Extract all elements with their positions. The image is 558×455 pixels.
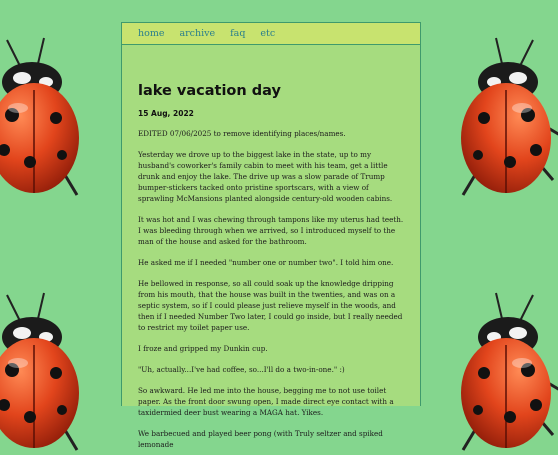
ladybug-icon xyxy=(448,30,558,200)
post-paragraph: Yesterday we drove up to the biggest lake in the state, up to my husband's coworker's family cabin to meet with his team, get a little drunk and enjoy the lake. The drive up was a slow parade of Trump bumper-stickers tacked onto pristine sportscars, with a view of sprawling McMansions planted alongside century-old wooden cabins. xyxy=(138,150,393,203)
nav-archive-link[interactable]: archive xyxy=(179,28,216,39)
post-paragraph: He asked me if I needed "number one or number two". I told him one. xyxy=(138,258,394,267)
nav-faq-link[interactable]: faq xyxy=(230,28,246,39)
post-paragraph: I froze and gripped my Dunkin cup. xyxy=(138,344,268,353)
post-date: 15 Aug, 2022 xyxy=(138,109,194,118)
nav-home-link[interactable]: home xyxy=(138,28,165,39)
post-paragraph: We barbecued and played beer pong (with Truly seltzer and spiked lemonade xyxy=(138,429,383,449)
post xyxy=(122,45,420,450)
ladybug-icon xyxy=(0,30,92,200)
post-paragraph: So awkward. He led me into the house, begging me to not use toilet paper. As the front door swung open, I made direct eye contact with a taxidermied deer bust wearing a MAGA hat. Yikes. xyxy=(138,386,394,417)
post-paragraph: He bellowed in response, so all could soak up the knowledge dripping from his mouth, that the house was built in the twenties, and was on a septic system, so if I could please just relieve myself in the woods, and then if I needed Number Two later, I could go inside, but I really needed to restrict my toilet paper use. xyxy=(138,279,403,332)
post-paragraph: "Uh, actually...I've had coffee, so...I'll do a two-in-one." :) xyxy=(138,365,345,374)
post-title: lake vacation day xyxy=(138,83,281,99)
top-nav xyxy=(122,23,420,45)
ladybug-icon xyxy=(0,285,92,455)
content-panel xyxy=(121,22,421,449)
post-paragraph: EDITED 07/06/2025 to remove identifying places/names. xyxy=(138,129,346,138)
post-paragraph: It was hot and I was chewing through tampons like my uterus had teeth. I was bleeding through when we arrived, so I introduced myself to the man of the house and asked for the bathroom. xyxy=(138,215,404,246)
ladybug-icon xyxy=(448,285,558,455)
nav-etc-link[interactable]: etc xyxy=(260,28,276,39)
